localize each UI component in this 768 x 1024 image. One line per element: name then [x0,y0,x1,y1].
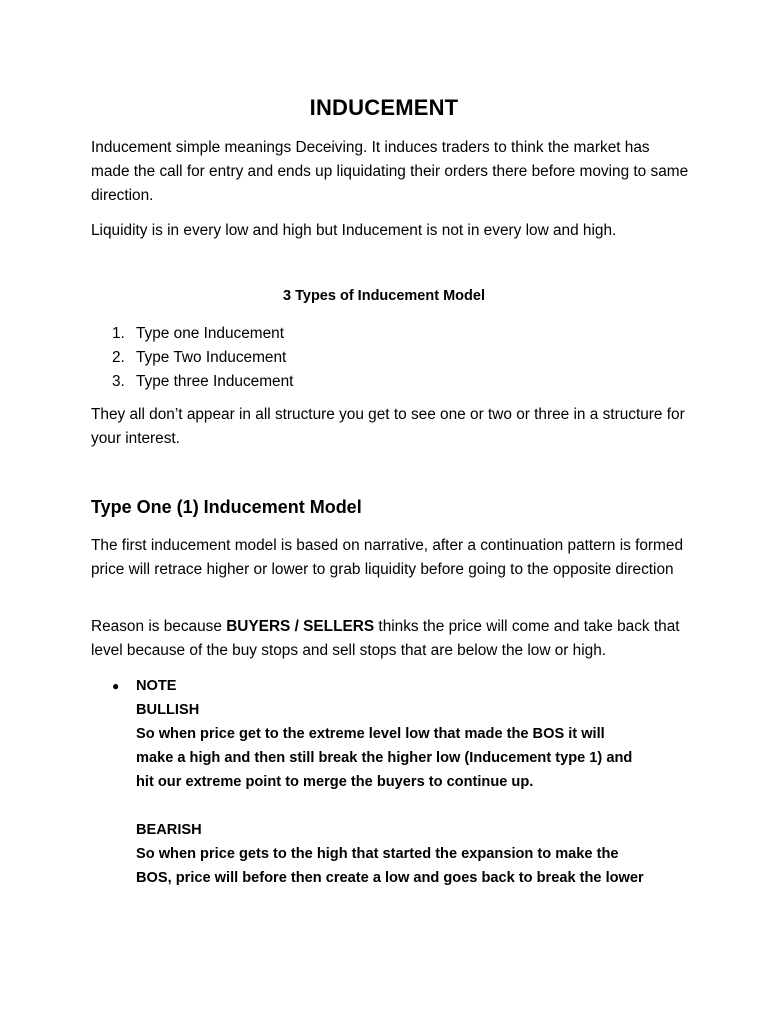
note-label: NOTE [136,678,177,694]
list-item [112,346,293,370]
paragraph-reason [91,615,691,663]
bullish-line: make a high and then still break the higher low (Inducement type 1) and [136,750,633,766]
types-list [112,322,293,394]
types-heading: 3 Types of Inducement Model [283,288,485,304]
bullish-line: So when price get to the extreme level low that made the BOS it will [136,726,605,742]
spacer [136,794,692,818]
paragraph-structure: They all don’t appear in all structure you get to see one or two or three in a structure for your interest. [91,406,685,447]
note-block [112,674,692,890]
reason-lead: Reason is because [91,618,227,635]
paragraph-model-description: The first inducement model is based on narrative, after a continuation pattern is formed price will retrace higher or lower to grab liquidity before going to the opposite direction [91,537,683,578]
reason-rest: thinks the price will come and take back that level because of the buy stops and sell stops that are below the low or high. [91,618,680,659]
paragraph-definition: Inducement simple meanings Deceiving. It induces traders to think the market has made the call for entry and ends up liquidating their orders there before moving to same direction. [91,139,689,204]
page-title: INDUCEMENT [309,95,459,120]
list-number: 2. [112,349,125,366]
bullish-line: hit our extreme point to merge the buyers to continue up. [136,774,534,790]
bearish-label: BEARISH [136,822,202,838]
list-number: 3. [112,373,125,390]
bearish-line: BOS, price will before then create a low and goes back to break the lower [136,870,644,886]
list-item-label: Type Two Inducement [136,349,287,366]
reason-bold: BUYERS / SELLERS [226,618,375,635]
list-item [112,322,293,346]
list-number: 1. [112,325,125,342]
paragraph-liquidity: Liquidity is in every low and high but Inducement is not in every low and high. [91,222,617,239]
section-heading: Type One (1) Inducement Model [91,497,362,517]
list-item [112,370,293,394]
bullish-label: BULLISH [136,702,200,718]
list-item-label: Type one Inducement [136,325,285,342]
bearish-line: So when price gets to the high that started the expansion to make the [136,846,619,862]
bullet-icon: ● [112,679,120,693]
list-item-label: Type three Inducement [136,373,294,390]
note-body [136,674,692,890]
